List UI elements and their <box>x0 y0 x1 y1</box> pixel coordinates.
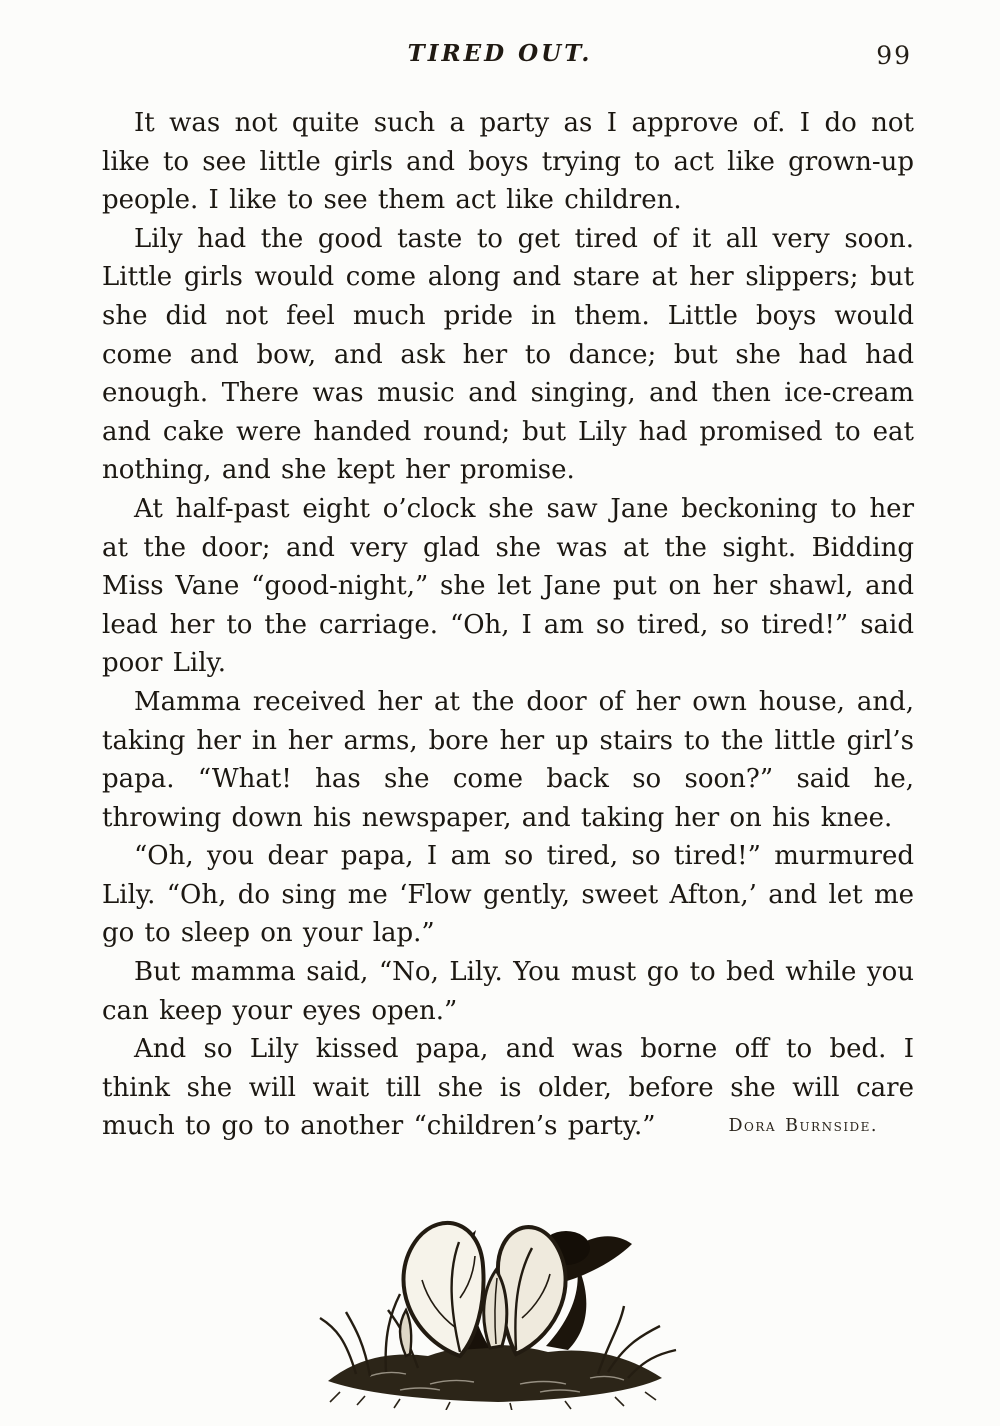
paragraph: It was not quite such a party as I approve of. I do not like to see little girls and boys trying to act like grown-up people. I like to see them act like children. <box>102 108 914 216</box>
page-number: 99 <box>876 41 912 70</box>
paragraph: “Oh, you dear papa, I am so tired, so tired!” murmured Lily. “Oh, do sing me ‘Flow gently, sweet Afton,’ and let me go to sleep on your lap.” <box>102 841 914 949</box>
paragraph: Lily had the good taste to get tired of it all very soon. Little girls would come along and stare at her slippers; but she did not feel much pride in them. Little boys would come and bow, and ask her to dance; but she had had enough. There was music and singing, and then ice-cream and cake were handed round; but Lily had promised to eat nothing, and she kept her promise. <box>102 223 914 486</box>
paragraph: At half-past eight o’clock she saw Jane beckoning to her at the door; and very glad she was at the sight. Bidding Miss Vane “good-night,” she let Jane put on her shawl, and lead her to the carriage. “Oh, I am so tired, so tired!” said poor Lily. <box>102 493 914 679</box>
page-header <box>0 40 1000 80</box>
illustration-container <box>0 1178 1000 1410</box>
author-signature: Dora Burnside. <box>728 1116 878 1137</box>
running-title: TIRED OUT. <box>407 40 593 67</box>
paragraph: Mamma received her at the door of her own house, and, taking her in her arms, bore her up stairs to the little girl’s papa. “What! has she come back so soon?” said he, throwing down his newspaper, and taking her on his knee. <box>102 686 914 833</box>
paragraph: But mamma said, “No, Lily. You must go to bed while you can keep your eyes open.” <box>102 957 914 1026</box>
body-text <box>102 104 914 1146</box>
paragraph: And so Lily kissed papa, and was borne off to bed. I think she will wait till she is older, before she will care much to go to another “children’s party.” <box>102 1034 914 1142</box>
plant-engraving-illustration <box>310 1178 690 1410</box>
